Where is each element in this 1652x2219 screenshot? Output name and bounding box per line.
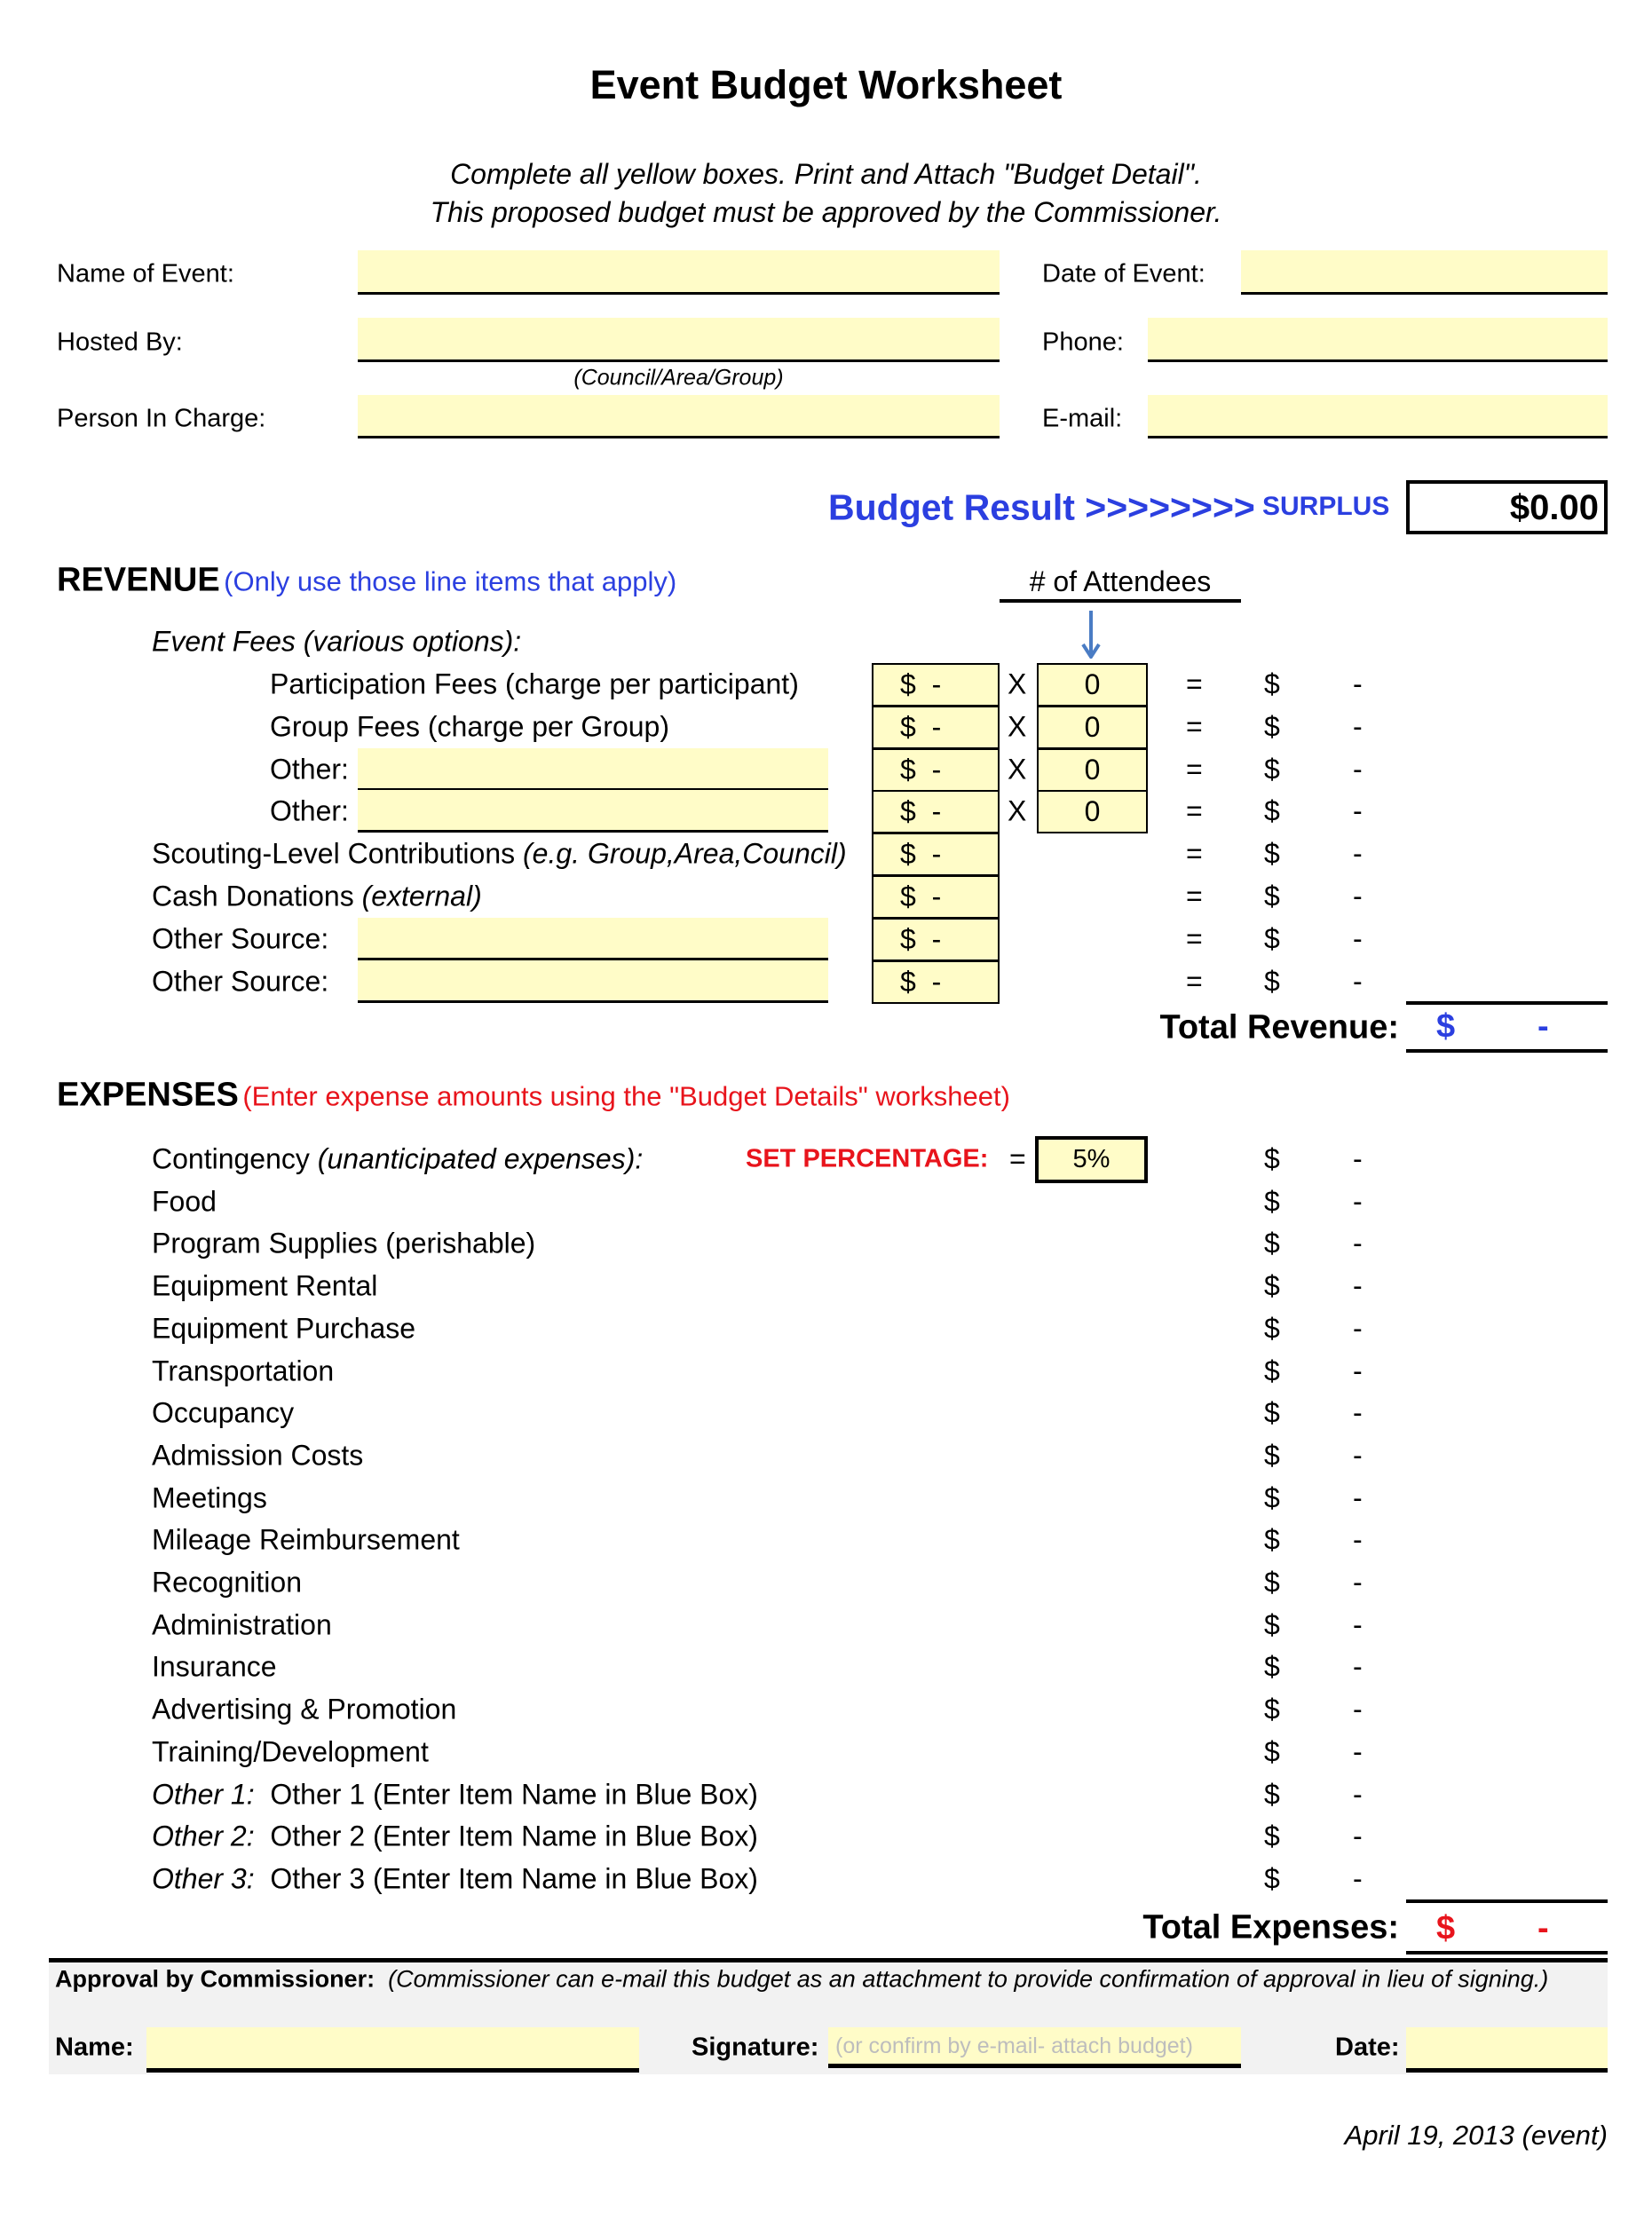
budget-result-status: SURPLUS xyxy=(1262,492,1390,521)
revenue-label-text: Cash Donations xyxy=(152,880,362,912)
email-input[interactable] xyxy=(1148,395,1608,438)
equals-sign: = xyxy=(1186,837,1203,870)
expense-row-label xyxy=(152,1397,294,1430)
expense-row-value: - xyxy=(1353,1481,1363,1514)
expense-row-value: - xyxy=(1353,1312,1363,1345)
expense-label-text: Other 2 (Enter Item Name in Blue Box) xyxy=(270,1820,758,1852)
expense-row-value: - xyxy=(1353,1566,1363,1599)
expense-row-label xyxy=(152,1608,332,1641)
expense-row-label xyxy=(152,1567,302,1599)
revenue-row-currency: $ xyxy=(1264,710,1280,743)
page-title: Event Budget Worksheet xyxy=(589,62,1063,107)
revenue-label-text: Other Source: xyxy=(152,965,329,998)
name-of-event-label: Name of Event: xyxy=(57,259,234,288)
person-in-charge-input[interactable] xyxy=(358,395,1000,438)
revenue-amount-input[interactable]: $ - xyxy=(872,833,1000,876)
revenue-other-input[interactable] xyxy=(358,748,828,791)
approval-date-input[interactable] xyxy=(1406,2027,1608,2073)
revenue-row-total: - xyxy=(1353,710,1363,743)
contingency-percent-input[interactable]: 5% xyxy=(1035,1136,1148,1183)
budget-result-value: $0.00 xyxy=(1406,480,1608,534)
expense-row-label xyxy=(152,1185,217,1218)
revenue-row-label xyxy=(270,795,349,828)
revenue-row-label xyxy=(270,710,669,743)
revenue-other-input[interactable] xyxy=(358,790,828,833)
revenue-label-text: Scouting-Level Contributions xyxy=(152,837,524,870)
expense-row-currency: $ xyxy=(1264,1693,1280,1725)
expense-row-value: - xyxy=(1353,1862,1363,1895)
revenue-amount-input[interactable]: $ - xyxy=(872,875,1000,919)
set-percentage-equals: = xyxy=(1009,1142,1026,1175)
expense-label-text: Insurance xyxy=(152,1650,277,1683)
expense-row-label xyxy=(152,1312,415,1345)
expense-label-text: Transportation xyxy=(152,1354,335,1386)
expense-label-text: Program Supplies (perishable) xyxy=(152,1227,536,1260)
expense-prefix: Other 3: xyxy=(152,1862,255,1895)
multiply-sign: X xyxy=(1008,710,1027,743)
revenue-title: REVENUE xyxy=(57,561,220,599)
expense-row-currency: $ xyxy=(1264,1354,1280,1386)
arrow-down-icon xyxy=(1080,611,1102,659)
signature-input[interactable]: (or confirm by e-mail- attach budget) xyxy=(828,2027,1241,2068)
expense-row-currency: $ xyxy=(1264,1523,1280,1556)
approval-date-label: Date: xyxy=(1335,2033,1400,2062)
person-in-charge-label: Person In Charge: xyxy=(57,404,266,433)
expense-label-text: Administration xyxy=(152,1608,332,1641)
revenue-label-text: Participation Fees (charge per participant) xyxy=(270,667,799,700)
equals-sign: = xyxy=(1186,794,1203,827)
revenue-other-input[interactable] xyxy=(358,918,828,960)
date-of-event-input[interactable] xyxy=(1241,250,1608,295)
expense-label-text: Other 3 (Enter Item Name in Blue Box) xyxy=(270,1862,758,1895)
expense-row-label xyxy=(152,1694,456,1726)
expense-row-label xyxy=(152,1228,535,1260)
approval-title: Approval by Commissioner: xyxy=(55,1965,375,1993)
signature-label: Signature: xyxy=(692,2033,819,2062)
total-expenses-currency: $ xyxy=(1436,1909,1456,1947)
hosted-by-label: Hosted By: xyxy=(57,328,183,357)
instruction-line-1: Complete all yellow boxes. Print and Attach "Budget Detail". xyxy=(450,158,1202,190)
phone-input[interactable] xyxy=(1148,318,1608,362)
expense-row-value: - xyxy=(1353,1820,1363,1852)
revenue-amount-input[interactable]: $ - xyxy=(872,663,1000,707)
total-revenue-value: - xyxy=(1537,1007,1549,1046)
revenue-row-total: - xyxy=(1353,837,1363,870)
expense-row-label xyxy=(152,1439,363,1472)
expense-label-text: Recognition xyxy=(152,1566,302,1599)
expense-label-text: Food xyxy=(152,1185,217,1218)
expense-label-text: Advertising & Promotion xyxy=(152,1693,457,1725)
revenue-row-currency: $ xyxy=(1264,794,1280,827)
expense-row-label xyxy=(152,1862,758,1895)
approval-name-input[interactable] xyxy=(146,2027,639,2073)
revenue-amount-input[interactable]: $ - xyxy=(872,790,1000,833)
multiply-sign: X xyxy=(1008,794,1027,827)
hosted-by-hint: (Council/Area/Group) xyxy=(573,365,784,391)
expense-label-text: Equipment Rental xyxy=(152,1269,378,1302)
approval-note: (Commissioner can e-mail this budget as an attachment to provide confirmation of approval in lieu of signing.) xyxy=(388,1965,1549,1993)
expense-row-currency: $ xyxy=(1264,1396,1280,1429)
expense-row-value: - xyxy=(1353,1269,1363,1302)
expense-row-currency: $ xyxy=(1264,1185,1280,1218)
expense-label-text: Other 1 (Enter Item Name in Blue Box) xyxy=(270,1778,758,1810)
equals-sign: = xyxy=(1186,710,1203,743)
expense-prefix: Other 2: xyxy=(152,1820,255,1852)
expense-label-text: Contingency xyxy=(152,1142,318,1175)
expense-row-value: - xyxy=(1353,1185,1363,1218)
expense-row-label xyxy=(152,1143,643,1176)
phone-label: Phone: xyxy=(1042,328,1124,357)
budget-result-label: Budget Result >>>>>>>> xyxy=(828,486,1255,528)
revenue-amount-input[interactable]: $ - xyxy=(872,960,1000,1004)
date-of-event-label: Date of Event: xyxy=(1042,259,1205,288)
expense-label-text: Equipment Purchase xyxy=(152,1312,416,1345)
expense-row-label xyxy=(152,1651,277,1684)
multiply-sign: X xyxy=(1008,753,1027,786)
revenue-row-label xyxy=(152,965,328,998)
expense-label-text: Mileage Reimbursement xyxy=(152,1523,460,1556)
expense-row-currency: $ xyxy=(1264,1650,1280,1683)
expense-row-currency: $ xyxy=(1264,1481,1280,1514)
instruction-line-2: This proposed budget must be approved by the Commissioner. xyxy=(430,196,1222,228)
expense-row-value: - xyxy=(1353,1735,1363,1768)
total-revenue-currency: $ xyxy=(1436,1007,1456,1046)
revenue-row-total: - xyxy=(1353,794,1363,827)
revenue-heading xyxy=(57,562,676,600)
revenue-row-total: - xyxy=(1353,753,1363,786)
expense-label-note: (unanticipated expenses): xyxy=(317,1142,644,1175)
equals-sign: = xyxy=(1186,753,1203,786)
expense-row-value: - xyxy=(1353,1439,1363,1472)
expense-row-currency: $ xyxy=(1264,1312,1280,1345)
expense-label-text: Meetings xyxy=(152,1481,267,1514)
expense-row-value: - xyxy=(1353,1608,1363,1641)
expense-row-currency: $ xyxy=(1264,1862,1280,1895)
revenue-row-label xyxy=(270,668,799,701)
revenue-row-currency: $ xyxy=(1264,965,1280,998)
revenue-row-currency: $ xyxy=(1264,837,1280,870)
expense-row-label xyxy=(152,1735,429,1768)
expense-label-text: Training/Development xyxy=(152,1735,429,1768)
revenue-row-label xyxy=(152,922,328,955)
expense-row-currency: $ xyxy=(1264,1608,1280,1641)
revenue-row-label xyxy=(270,753,349,786)
equals-sign: = xyxy=(1186,965,1203,998)
total-revenue-label: Total Revenue: xyxy=(1159,1008,1399,1046)
multiply-sign: X xyxy=(1008,667,1027,700)
revenue-label-text: Other: xyxy=(270,753,349,786)
name-of-event-input[interactable] xyxy=(358,250,1000,295)
equals-sign: = xyxy=(1186,922,1203,955)
total-expenses-value: - xyxy=(1537,1909,1549,1947)
email-label: E-mail: xyxy=(1042,404,1123,433)
expense-row-label xyxy=(152,1354,334,1387)
expense-row-label xyxy=(152,1524,460,1557)
revenue-label-note: (e.g. Group,Area,Council) xyxy=(523,837,847,870)
approval-name-label: Name: xyxy=(55,2033,134,2062)
event-fees-label: Event Fees (various options): xyxy=(152,625,522,658)
revenue-row-total: - xyxy=(1353,667,1363,700)
equals-sign: = xyxy=(1186,880,1203,912)
attendees-input[interactable]: 0 xyxy=(1037,663,1148,707)
revenue-row-total: - xyxy=(1353,922,1363,955)
expense-row-value: - xyxy=(1353,1693,1363,1725)
attendees-input[interactable]: 0 xyxy=(1037,706,1148,749)
revenue-note: (Only use those line items that apply) xyxy=(224,565,677,597)
expense-row-currency: $ xyxy=(1264,1439,1280,1472)
attendees-header: # of Attendees xyxy=(1000,565,1241,603)
attendees-input[interactable]: 0 xyxy=(1037,790,1148,833)
expense-row-label xyxy=(152,1270,377,1303)
expense-row-currency: $ xyxy=(1264,1735,1280,1768)
expenses-heading xyxy=(57,1077,1010,1115)
expense-label-text: Occupancy xyxy=(152,1396,295,1429)
footer-date: April 19, 2013 (event) xyxy=(1344,2120,1608,2151)
expense-row-currency: $ xyxy=(1264,1227,1280,1260)
approval-heading xyxy=(55,1966,1548,1994)
revenue-label-note: (external) xyxy=(361,880,482,912)
revenue-row-currency: $ xyxy=(1264,880,1280,912)
expense-prefix: Other 1: xyxy=(152,1778,255,1810)
expense-row-value: - xyxy=(1353,1778,1363,1810)
revenue-row-label xyxy=(152,880,482,913)
revenue-row-total: - xyxy=(1353,965,1363,998)
revenue-label-text: Other: xyxy=(270,794,349,827)
expense-label-text: Admission Costs xyxy=(152,1439,364,1472)
total-expenses-box xyxy=(1406,1899,1608,1954)
expenses-title: EXPENSES xyxy=(57,1076,239,1114)
revenue-row-currency: $ xyxy=(1264,922,1280,955)
revenue-row-total: - xyxy=(1353,880,1363,912)
revenue-other-input[interactable] xyxy=(358,960,828,1003)
expense-row-label xyxy=(152,1481,267,1514)
expense-row-value: - xyxy=(1353,1227,1363,1260)
equals-sign: = xyxy=(1186,667,1203,700)
hosted-by-input[interactable] xyxy=(358,318,1000,362)
expense-row-value: - xyxy=(1353,1354,1363,1386)
expense-row-value: - xyxy=(1353,1142,1363,1175)
expense-row-label xyxy=(152,1778,758,1811)
expense-row-value: - xyxy=(1353,1650,1363,1683)
expense-row-currency: $ xyxy=(1264,1820,1280,1852)
expense-row-currency: $ xyxy=(1264,1142,1280,1175)
total-revenue-box xyxy=(1406,1001,1608,1053)
expenses-note: (Enter expense amounts using the "Budget Details" worksheet) xyxy=(242,1080,1010,1112)
revenue-label-text: Group Fees (charge per Group) xyxy=(270,710,669,743)
revenue-amount-input[interactable]: $ - xyxy=(872,706,1000,749)
expense-row-label xyxy=(152,1820,758,1853)
attendees-input[interactable]: 0 xyxy=(1037,748,1148,792)
revenue-row-currency: $ xyxy=(1264,753,1280,786)
expense-row-currency: $ xyxy=(1264,1269,1280,1302)
expense-row-currency: $ xyxy=(1264,1566,1280,1599)
set-percentage-label: SET PERCENTAGE: xyxy=(746,1144,989,1173)
expense-row-value: - xyxy=(1353,1396,1363,1429)
revenue-label-text: Other Source: xyxy=(152,922,329,955)
total-expenses-label: Total Expenses: xyxy=(1142,1908,1399,1947)
revenue-row-currency: $ xyxy=(1264,667,1280,700)
revenue-amount-input[interactable]: $ - xyxy=(872,748,1000,792)
expense-row-value: - xyxy=(1353,1523,1363,1556)
expense-row-currency: $ xyxy=(1264,1778,1280,1810)
revenue-amount-input[interactable]: $ - xyxy=(872,918,1000,961)
revenue-row-label xyxy=(152,838,847,871)
